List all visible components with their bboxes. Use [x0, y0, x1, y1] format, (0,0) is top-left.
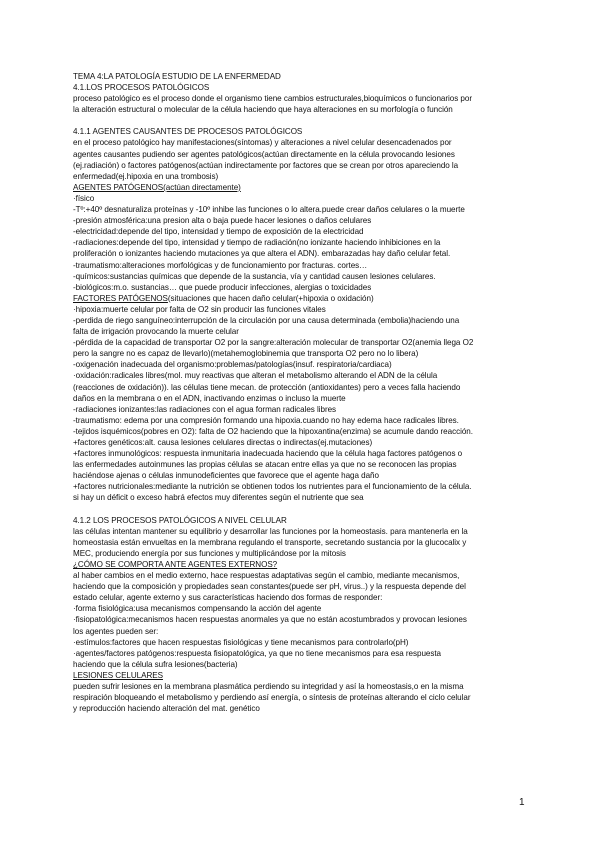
list-item: -electricidad:depende del tipo, intensidad y tiempo de exposición de la electricidad — [73, 227, 364, 237]
list-item: ·oxidación:radicales libres(mol. muy reactivas que alteran el metabolismo alterando el ADN de la célula — [73, 371, 438, 381]
factores-patogenos-label: FACTORES PATÓGENOS — [73, 293, 168, 303]
paragraph-line: las células intentan mantener su equilibrio y desarrollar las funciones por la homeostasis. para mantenerla en la — [73, 526, 468, 536]
list-item: -tejidos isquémicos(pobres en O2): falta de O2 haciendo que la hipoxantina(enzima) se acumule dando reacción. — [73, 426, 473, 436]
list-item: ·hipoxia:muerte celular por falta de O2 sin producir las funciones vitales — [73, 304, 326, 314]
factores-patogenos-description: (situaciones que hacen daño celular(+hipoxia o oxidación) — [167, 293, 374, 303]
list-item: -oxigenación inadecuada del organismo:problemas/patologías(insuf. respiratoria/cardiaca) — [73, 360, 392, 370]
paragraph-line: ·forma fisiológica:usa mecanismos compensando la acción del agente — [73, 604, 322, 614]
list-item: falta de irrigación provocando la muerte celular — [73, 327, 239, 337]
agentes-patogenos-heading: AGENTES PATÓGENOS(actúan directamente) — [73, 182, 241, 192]
list-item: pero la sangre no es capaz de llevarlo)(metahemoglobinemia que transporta O2 pero no lo libera) — [73, 349, 419, 359]
list-item: +factores nutricionales:mediante la nutrición se obtienen todos los nutrientes para el funcionamiento de la célula. — [73, 482, 472, 492]
list-item: -pérdida de la capacidad de transportar O2 por la sangre:alteración molecular de transportar O2(anemia llega O2 — [73, 338, 474, 348]
paragraph-line: los agentes pueden ser: — [73, 626, 159, 636]
comportamiento-heading: ¿CÓMO SE COMPORTA ANTE AGENTES EXTERNOS? — [73, 559, 278, 569]
list-item: daños en la membrana o en el ADN, inactivando enzimas o incluso la muerte — [73, 393, 346, 403]
paragraph-line: haciendo que la célula sufra lesiones(bacteria) — [73, 659, 238, 669]
list-item: proliferación o ionizantes haciendo mutaciones ya que altera el ADN). embarazadas hay daño celular fetal. — [73, 249, 451, 259]
paragraph-line: al haber cambios en el medio externo, hace respuestas adaptativas según el cambio, mediante mecanismos, — [73, 571, 460, 581]
section-4-1-1-heading: 4.1.1 AGENTES CAUSANTES DE PROCESOS PATOLÓGICOS — [73, 127, 303, 137]
paragraph-line: la alteración estructural o molecular de la célula haciendo que haya alteraciones en su morfología o función — [73, 105, 453, 115]
paragraph-line: proceso patológico es el proceso donde el organismo tiene cambios estructurales,bioquímicos o funcionarios por — [73, 94, 472, 104]
paragraph-line: agentes causantes pudiendo ser agentes patológicos(actúan directamente en la célula provocando lesiones — [73, 149, 455, 159]
paragraph-line: ·agentes/factores patógenos:respuesta fisiopatológica, ya que no tiene mecanismos para esa respuesta — [73, 648, 441, 658]
document-title: TEMA 4:LA PATOLOGÍA ESTUDIO DE LA ENFERMEDAD — [73, 72, 281, 81]
list-item: -traumatismo: edema por una compresión formando una hipoxia.cuando no hay edema hace radicales libres. — [73, 415, 459, 425]
page-number: 1 — [519, 797, 525, 808]
paragraph-line: y reproducción haciendo alteración del mat. genético — [73, 704, 260, 714]
paragraph-line: respiración bloqueando el metabolismo y perdiendo así energía, o síntesis de proteínas alterando el ciclo celular — [73, 693, 471, 703]
list-item: -traumatismo:alteraciones morfológicas y de funcionamiento por fracturas. cortes… — [73, 260, 368, 270]
list-item: si hay un déficit o exceso habrá efectos muy diferentes según el nutriente que sea — [73, 493, 364, 503]
list-item: las enfermedades autoinmunes las propias células se atacan entre ellas ya que no se reconocen las propias — [73, 460, 457, 470]
paragraph-line: (ej.radiación) o factores patógenos(actúan indirectamente por factores que se crean por otros apareciendo la — [73, 160, 459, 170]
list-item: -químicos:sustancias químicas que depende de la sustancia, vía y cantidad causen lesiones celulares. — [73, 271, 436, 281]
list-item: haciéndose ajenas o células inmunodeficientes que favorece que el agente haga daño — [73, 471, 379, 481]
list-item: -presión atmosférica:una presion alta o baja puede hacer lesiones o daños celulares — [73, 216, 372, 226]
paragraph-line: ·estímulos:factores que hacen respuestas fisiológicas y tiene mecanismos para controlarlo(pH) — [73, 637, 409, 647]
paragraph-line: haciendo que la composición y propiedades sean constantes(puede ser pH, virus..) y la respuesta depende del — [73, 582, 466, 592]
list-item: -Tº:+40º desnaturaliza proteínas y -10º inhibe las funciones o lo altera.puede crear daños celulares o la muerte — [73, 205, 465, 215]
list-item: (reacciones de oxidación)). las células tiene mecan. de protección (antioxidantes) pero a veces falla haciendo — [73, 382, 461, 392]
section-4-1-heading: 4.1.LOS PROCESOS PATOLÓGICOS — [73, 83, 210, 93]
paragraph-line: MEC, produciendo energía por sus funciones y multiplicándose por la mitosis — [73, 548, 346, 558]
paragraph-line: enfermedad(ej.hipoxia en una trombosis) — [73, 171, 219, 181]
paragraph-line: ·fisiopatológica:mecanismos hacen respuestas anormales ya que no están acostumbrados y provocan lesiones — [73, 615, 467, 625]
paragraph-line: homeostasia están envueltas en la membrana regulando el transporte, secretando sustancia por la glucocalix y — [73, 537, 467, 547]
list-item: -biológicos:m.o. sustancias… que puede producir infecciones, alergias o toxicidades — [73, 282, 372, 292]
section-4-1-2-heading: 4.1.2 LOS PROCESOS PATOLÓGICOS A NIVEL CELULAR — [73, 515, 287, 525]
list-item: -radiaciones ionizantes:las radiaciones con el agua forman radicales libres — [73, 404, 337, 414]
lesiones-celulares-heading: LESIONES CELULARES — [73, 670, 163, 680]
list-item: -perdida de riego sanguíneo:interrupción de la circulación por una causa determinada (embolia)haciendo una — [73, 315, 460, 325]
document-body — [73, 71, 533, 714]
paragraph-line: pueden sufrir lesiones en la membrana plasmática perdiendo su integridad y así la homeostasis,o en la misma — [73, 681, 464, 691]
list-item: +factores genéticos:alt. causa lesiones celulares directas o indirectas(ej.mutaciones) — [73, 438, 373, 447]
factores-patogenos-heading — [73, 293, 533, 304]
list-item: ·físico — [73, 193, 95, 203]
list-item: +factores inmunológicos: respuesta inmunitaria inadecuada haciendo que la célula haga factores patógenos o — [73, 449, 463, 459]
list-item: -radiaciones:depende del tipo, intensidad y tiempo de radiación(no ionizante haciendo inhibiciones en la — [73, 238, 441, 248]
paragraph-line: estado celular, agente externo y sus características haciendo dos formas de responder: — [73, 593, 383, 603]
paragraph-line: en el proceso patológico hay manifestaciones(síntomas) y alteraciones a nivel celular desencadenados por — [73, 138, 452, 148]
